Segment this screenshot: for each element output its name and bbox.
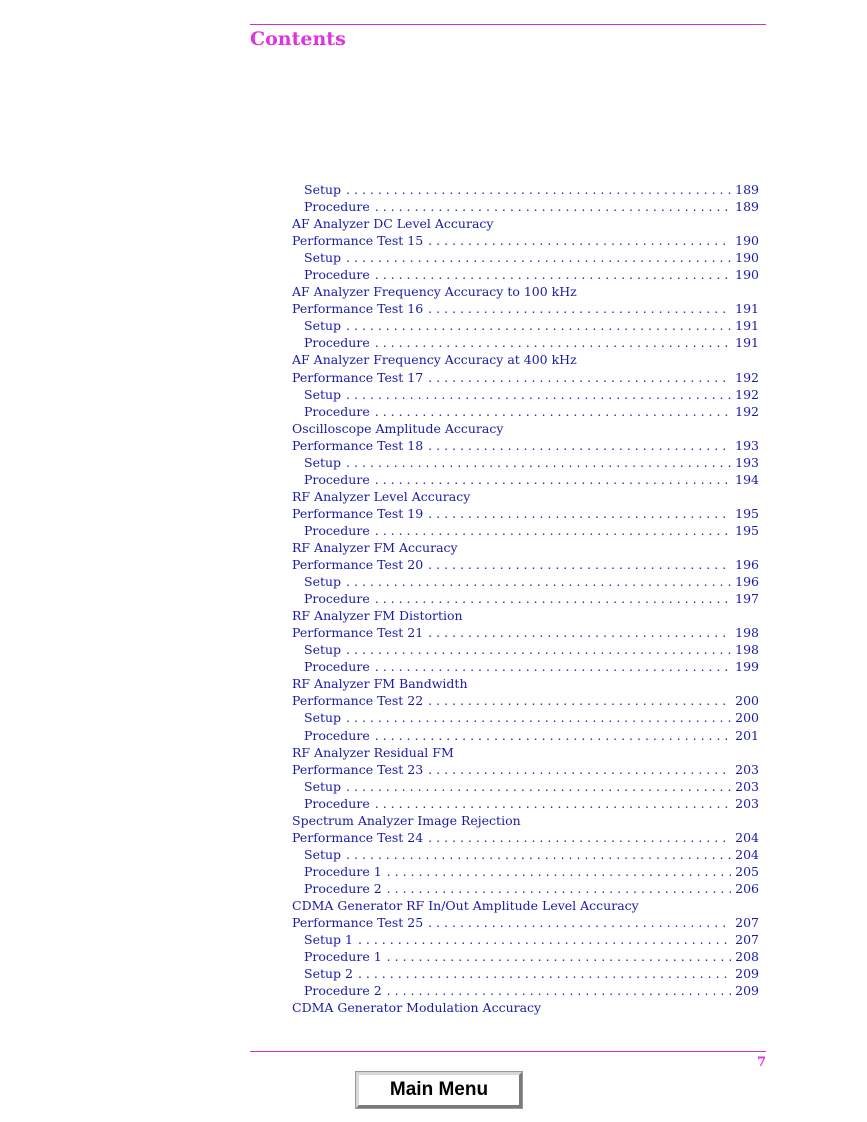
toc-entry[interactable] <box>292 266 759 283</box>
toc-entry-label: RF Analyzer Level Accuracy <box>292 488 471 504</box>
toc-dot-leader <box>375 198 731 215</box>
toc-dot-leader <box>346 641 731 658</box>
toc-entry-label: Setup <box>304 710 342 726</box>
toc-entry-label: RF Analyzer FM Distortion <box>292 608 463 624</box>
toc-page-number: 190 <box>735 250 759 266</box>
toc-page-number: 203 <box>735 761 759 777</box>
toc-entry[interactable] <box>292 198 759 215</box>
page-title: Contents <box>250 28 346 50</box>
toc-dot-leader <box>387 863 731 880</box>
toc-entry[interactable] <box>292 914 759 931</box>
toc-section-heading[interactable] <box>292 420 759 437</box>
toc-entry-label: Performance Test 24 <box>292 829 424 845</box>
toc-page-number: 205 <box>735 863 759 879</box>
toc-entry[interactable] <box>292 709 759 726</box>
toc-entry-label: Procedure 1 <box>304 863 382 879</box>
toc-entry-label: Setup <box>304 318 342 334</box>
toc-entry-label: Spectrum Analyzer Image Rejection <box>292 812 521 828</box>
toc-entry-label: Procedure <box>304 522 370 538</box>
toc-entry[interactable] <box>292 965 759 982</box>
toc-entry-label: Performance Test 16 <box>292 301 424 317</box>
toc-page-number: 193 <box>735 454 759 470</box>
toc-page-number: 191 <box>735 318 759 334</box>
toc-entry[interactable] <box>292 829 759 846</box>
table-of-contents <box>292 181 759 1016</box>
toc-page-number: 192 <box>735 386 759 402</box>
toc-dot-leader <box>428 505 731 522</box>
toc-entry-label: Performance Test 21 <box>292 625 424 641</box>
toc-entry[interactable] <box>292 624 759 641</box>
toc-page-number: 209 <box>735 966 759 982</box>
toc-entry[interactable] <box>292 556 759 573</box>
toc-dot-leader <box>346 846 731 863</box>
toc-entry[interactable] <box>292 232 759 249</box>
toc-page-number: 196 <box>735 557 759 573</box>
toc-entry-label: Procedure 2 <box>304 880 382 896</box>
toc-dot-leader <box>428 556 731 573</box>
toc-page-number: 200 <box>735 693 759 709</box>
toc-page-number: 203 <box>735 778 759 794</box>
toc-page-number: 195 <box>735 522 759 538</box>
toc-entry[interactable] <box>292 727 759 744</box>
toc-entry[interactable] <box>292 369 759 386</box>
toc-entry-label: Performance Test 23 <box>292 761 424 777</box>
toc-page-number: 200 <box>735 710 759 726</box>
toc-section-heading[interactable] <box>292 607 759 624</box>
toc-entry[interactable] <box>292 692 759 709</box>
toc-section-heading[interactable] <box>292 283 759 300</box>
toc-entry[interactable] <box>292 931 759 948</box>
toc-page-number: 207 <box>735 932 759 948</box>
footer-rule <box>250 1051 766 1052</box>
toc-dot-leader <box>346 573 731 590</box>
toc-entry-label: Setup <box>304 250 342 266</box>
toc-entry[interactable] <box>292 658 759 675</box>
toc-dot-leader <box>346 709 731 726</box>
toc-entry[interactable] <box>292 948 759 965</box>
toc-section-heading[interactable] <box>292 215 759 232</box>
toc-page-number: 207 <box>735 915 759 931</box>
toc-entry[interactable] <box>292 300 759 317</box>
toc-page-number: 190 <box>735 233 759 249</box>
toc-entry[interactable] <box>292 334 759 351</box>
toc-entry[interactable] <box>292 522 759 539</box>
toc-entry-label: Setup <box>304 642 342 658</box>
toc-entry-label: Procedure <box>304 267 370 283</box>
toc-dot-leader <box>375 471 731 488</box>
toc-entry-label: Performance Test 25 <box>292 915 424 931</box>
toc-entry-label: Procedure <box>304 591 370 607</box>
toc-entry-label: Procedure <box>304 199 370 215</box>
toc-dot-leader <box>428 914 731 931</box>
toc-section-heading[interactable] <box>292 675 759 692</box>
toc-page-number: 194 <box>735 471 759 487</box>
toc-entry[interactable] <box>292 437 759 454</box>
header-rule <box>250 24 766 25</box>
toc-entry[interactable] <box>292 641 759 658</box>
toc-entry-label: Performance Test 22 <box>292 693 424 709</box>
toc-entry[interactable] <box>292 249 759 266</box>
toc-page-number: 195 <box>735 505 759 521</box>
toc-entry-label: Setup 2 <box>304 966 353 982</box>
toc-dot-leader <box>428 369 731 386</box>
toc-dot-leader <box>375 795 731 812</box>
toc-page-number: 209 <box>735 983 759 999</box>
toc-entry-label: Procedure <box>304 727 370 743</box>
toc-entry-label: Procedure <box>304 335 370 351</box>
toc-dot-leader <box>358 931 731 948</box>
toc-dot-leader <box>346 249 731 266</box>
toc-dot-leader <box>375 727 731 744</box>
toc-entry[interactable] <box>292 386 759 403</box>
toc-entry[interactable] <box>292 982 759 999</box>
toc-entry[interactable] <box>292 590 759 607</box>
toc-dot-leader <box>428 300 731 317</box>
toc-page-number: 191 <box>735 301 759 317</box>
toc-dot-leader <box>375 522 731 539</box>
toc-page-number: 189 <box>735 182 759 197</box>
toc-entry-label: Procedure <box>304 795 370 811</box>
toc-page-number: 204 <box>735 846 759 862</box>
toc-entry-label: Performance Test 17 <box>292 369 424 385</box>
toc-entry[interactable] <box>292 403 759 420</box>
toc-entry-label: AF Analyzer Frequency Accuracy at 400 kHz <box>292 352 577 368</box>
toc-entry[interactable] <box>292 505 759 522</box>
toc-entry[interactable] <box>292 795 759 812</box>
toc-page-number: 197 <box>735 591 759 607</box>
toc-entry-label: Setup <box>304 778 342 794</box>
toc-section-heading[interactable] <box>292 812 759 829</box>
toc-entry[interactable] <box>292 317 759 334</box>
main-menu-button[interactable]: Main Menu <box>356 1072 522 1108</box>
toc-dot-leader <box>428 761 731 778</box>
toc-entry-label: RF Analyzer FM Bandwidth <box>292 676 468 692</box>
toc-entry-label: Performance Test 18 <box>292 437 424 453</box>
toc-dot-leader <box>346 454 731 471</box>
toc-section-heading[interactable] <box>292 351 759 368</box>
toc-entry-label: Performance Test 20 <box>292 557 424 573</box>
toc-entry-label: Setup <box>304 454 342 470</box>
toc-entry-label: CDMA Generator RF In/Out Amplitude Level Accuracy <box>292 897 639 913</box>
toc-section-heading[interactable] <box>292 539 759 556</box>
toc-entry-label: Procedure 1 <box>304 949 382 965</box>
toc-entry-label: Procedure <box>304 403 370 419</box>
toc-dot-leader <box>346 181 731 198</box>
page-number: 7 <box>756 1055 766 1070</box>
toc-entry[interactable] <box>292 761 759 778</box>
toc-entry-label: Performance Test 15 <box>292 233 424 249</box>
toc-section-heading[interactable] <box>292 897 759 914</box>
toc-page-number: 199 <box>735 659 759 675</box>
toc-dot-leader <box>375 266 731 283</box>
toc-entry-label: Setup <box>304 182 342 197</box>
toc-page-number: 191 <box>735 335 759 351</box>
toc-entry[interactable] <box>292 471 759 488</box>
toc-dot-leader <box>428 437 731 454</box>
toc-dot-leader <box>428 624 731 641</box>
toc-page-number: 193 <box>735 437 759 453</box>
toc-entry-label: Setup <box>304 846 342 862</box>
toc-page-number: 190 <box>735 267 759 283</box>
toc-entry[interactable] <box>292 181 759 198</box>
toc-entry[interactable] <box>292 846 759 863</box>
toc-page-number: 192 <box>735 403 759 419</box>
toc-dot-leader <box>387 982 731 999</box>
toc-entry[interactable] <box>292 863 759 880</box>
toc-entry-label: Performance Test 19 <box>292 505 424 521</box>
toc-entry-label: Procedure <box>304 659 370 675</box>
toc-entry-label: Procedure <box>304 471 370 487</box>
toc-entry-label: AF Analyzer DC Level Accuracy <box>292 216 494 232</box>
toc-page-number: 198 <box>735 625 759 641</box>
toc-entry-label: RF Analyzer Residual FM <box>292 744 454 760</box>
toc-entry-label: Setup <box>304 386 342 402</box>
toc-dot-leader <box>375 334 731 351</box>
toc-entry[interactable] <box>292 454 759 471</box>
toc-page-number: 189 <box>735 199 759 215</box>
toc-entry[interactable] <box>292 778 759 795</box>
toc-entry-label: Procedure 2 <box>304 983 382 999</box>
toc-entry-label: Setup 1 <box>304 932 353 948</box>
toc-dot-leader <box>428 232 731 249</box>
toc-entry-label: Oscilloscope Amplitude Accuracy <box>292 420 504 436</box>
toc-dot-leader <box>428 829 731 846</box>
toc-dot-leader <box>387 880 731 897</box>
toc-dot-leader <box>387 948 731 965</box>
toc-section-heading[interactable] <box>292 488 759 505</box>
toc-page-number: 203 <box>735 795 759 811</box>
toc-entry[interactable] <box>292 573 759 590</box>
toc-page-number: 196 <box>735 574 759 590</box>
toc-page-number: 206 <box>735 880 759 896</box>
toc-dot-leader <box>346 778 731 795</box>
toc-dot-leader <box>346 317 731 334</box>
toc-dot-leader <box>375 658 731 675</box>
toc-page-number: 204 <box>735 829 759 845</box>
toc-dot-leader <box>358 965 731 982</box>
toc-page-number: 201 <box>735 727 759 743</box>
toc-entry[interactable] <box>292 880 759 897</box>
toc-dot-leader <box>375 403 731 420</box>
toc-dot-leader <box>428 692 731 709</box>
toc-entry-label: Setup <box>304 574 342 590</box>
toc-dot-leader <box>375 590 731 607</box>
toc-section-heading[interactable] <box>292 744 759 761</box>
toc-entry-label: AF Analyzer Frequency Accuracy to 100 kHz <box>292 284 577 300</box>
toc-entry-label: CDMA Generator Modulation Accuracy <box>292 1000 542 1016</box>
toc-section-heading[interactable] <box>292 999 759 1016</box>
toc-page-number: 208 <box>735 949 759 965</box>
toc-page-number: 192 <box>735 369 759 385</box>
toc-entry-label: RF Analyzer FM Accuracy <box>292 539 458 555</box>
toc-page-number: 198 <box>735 642 759 658</box>
toc-dot-leader <box>346 386 731 403</box>
